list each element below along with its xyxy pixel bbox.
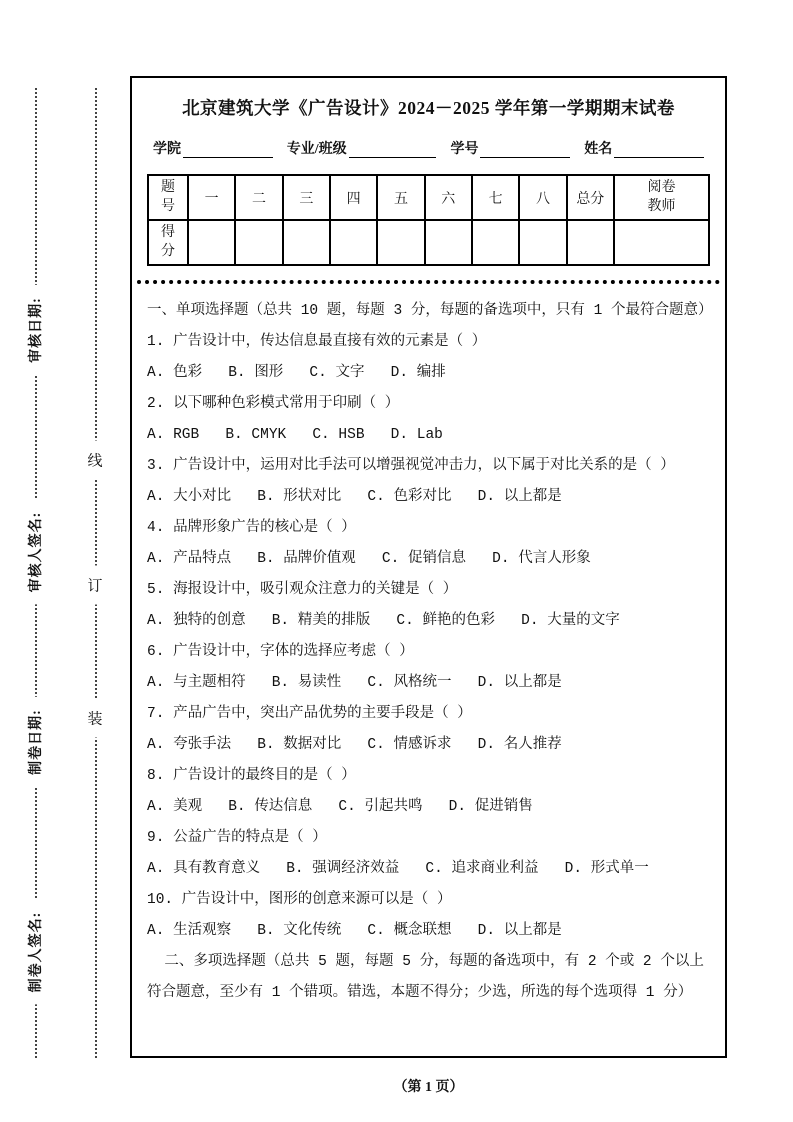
info-field-student-id xyxy=(450,138,570,158)
info-label-name: 姓名 xyxy=(584,142,613,157)
margin-label-papermaking-date: 制卷日期: xyxy=(25,697,45,787)
question-options: A. 与主题相符 B. 易读性 C. 风格统一 D. 以上都是 xyxy=(147,675,562,691)
score-cell-empty xyxy=(330,220,377,265)
score-col-header: 八 xyxy=(519,175,566,220)
question-stem: 3. 广告设计中，运用对比手法可以增强视觉冲击力，以下属于对比关系的是（ ） xyxy=(147,458,675,474)
score-cell-empty xyxy=(472,220,519,265)
question-options: A. 大小对比 B. 形状对比 C. 色彩对比 D. 以上都是 xyxy=(147,489,562,505)
info-blank-major-class xyxy=(349,142,437,158)
page-number: （第 1 页） xyxy=(393,1080,464,1095)
score-table-score-row xyxy=(148,220,709,265)
question-options: A. 美观 B. 传达信息 C. 引起共鸣 D. 促进销售 xyxy=(147,799,533,815)
info-field-name xyxy=(584,138,704,158)
info-label-college: 学院 xyxy=(153,142,181,157)
student-info-row xyxy=(153,138,704,158)
question-options: A. 产品特点 B. 品牌价值观 C. 促销信息 D. 代言人形象 xyxy=(147,551,591,567)
section-1-heading: 一、单项选择题（总共 10 题，每题 3 分，每题的备选项中，只有 1 个最符合题意） xyxy=(147,303,713,319)
exam-content-box xyxy=(130,76,727,1058)
binding-char-ding: 订 xyxy=(86,566,103,605)
question-options: A. RGB B. CMYK C. HSB D. Lab xyxy=(147,427,443,443)
score-cell-empty xyxy=(283,220,330,265)
info-field-major-class xyxy=(287,138,437,158)
score-cell-empty xyxy=(188,220,235,265)
binding-char-zhuang: 装 xyxy=(86,699,103,738)
margin-label-papermaker-signature: 制卷人签名: xyxy=(25,900,45,1005)
info-blank-name xyxy=(614,142,704,158)
score-col-header: 三 xyxy=(283,175,330,220)
score-col-header: 四 xyxy=(330,175,377,220)
question-options: A. 具有教育意义 B. 强调经济效益 C. 追求商业利益 D. 形式单一 xyxy=(147,861,649,877)
question-options: A. 独特的创意 B. 精美的排版 C. 鲜艳的色彩 D. 大量的文字 xyxy=(147,613,620,629)
score-col-header: 六 xyxy=(425,175,472,220)
score-table-question-number-label: 题号 xyxy=(148,175,188,220)
info-label-student-id: 学号 xyxy=(450,142,479,157)
score-cell-empty xyxy=(614,220,709,265)
score-table-score-label: 得分 xyxy=(148,220,188,265)
score-table-header-row xyxy=(148,175,709,220)
score-table xyxy=(147,174,710,266)
question-stem: 5. 海报设计中，吸引观众注意力的关键是（ ） xyxy=(147,582,458,598)
score-cell-empty xyxy=(567,220,614,265)
score-col-header: 一 xyxy=(188,175,235,220)
score-cell-empty xyxy=(425,220,472,265)
question-stem: 8. 广告设计的最终目的是（ ） xyxy=(147,768,356,784)
score-col-grader: 阅卷教师 xyxy=(614,175,709,220)
score-col-header: 七 xyxy=(472,175,519,220)
score-cell-empty xyxy=(377,220,424,265)
question-stem: 7. 产品广告中，突出产品优势的主要手段是（ ） xyxy=(147,706,472,722)
dotted-separator xyxy=(137,280,720,284)
exam-title: 北京建筑大学《广告设计》2024－2025 学年第一学期期末试卷 xyxy=(182,98,675,118)
info-blank-college xyxy=(183,142,273,158)
binding-char-xian: 线 xyxy=(86,441,103,480)
score-col-header: 五 xyxy=(377,175,424,220)
score-cell-empty xyxy=(519,220,566,265)
section-2-heading: 二、多项选择题（总共 5 题，每题 5 分，每题的备选项中，有 2 个或 2 个以上符合题意，至少有 1 个错项。错选，本题不得分；少选，所选的每个选项得 1 分） xyxy=(147,954,704,1001)
margin-label-review-date: 审核日期: xyxy=(25,285,45,375)
score-col-header: 总分 xyxy=(567,175,614,220)
question-list xyxy=(147,296,713,1009)
question-stem: 6. 广告设计中，字体的选择应考虑（ ） xyxy=(147,644,414,660)
score-cell-empty xyxy=(235,220,282,265)
question-options: A. 夸张手法 B. 数据对比 C. 情感诉求 D. 名人推荐 xyxy=(147,737,562,753)
question-stem: 9. 公益广告的特点是（ ） xyxy=(147,830,327,846)
question-stem: 2. 以下哪种色彩模式常用于印刷（ ） xyxy=(147,396,400,412)
score-col-header: 二 xyxy=(235,175,282,220)
question-stem: 4. 品牌形象广告的核心是（ ） xyxy=(147,520,356,536)
question-stem: 10. 广告设计中，图形的创意来源可以是（ ） xyxy=(147,892,452,908)
question-stem: 1. 广告设计中，传达信息最直接有效的元素是（ ） xyxy=(147,334,487,350)
question-options: A. 色彩 B. 图形 C. 文字 D. 编排 xyxy=(147,365,446,381)
info-field-college xyxy=(153,138,273,158)
info-blank-student-id xyxy=(480,142,570,158)
info-label-major-class: 专业/班级 xyxy=(286,142,347,157)
margin-label-reviewer-signature: 审核人签名: xyxy=(25,500,45,605)
question-options: A. 生活观察 B. 文化传统 C. 概念联想 D. 以上都是 xyxy=(147,923,562,939)
